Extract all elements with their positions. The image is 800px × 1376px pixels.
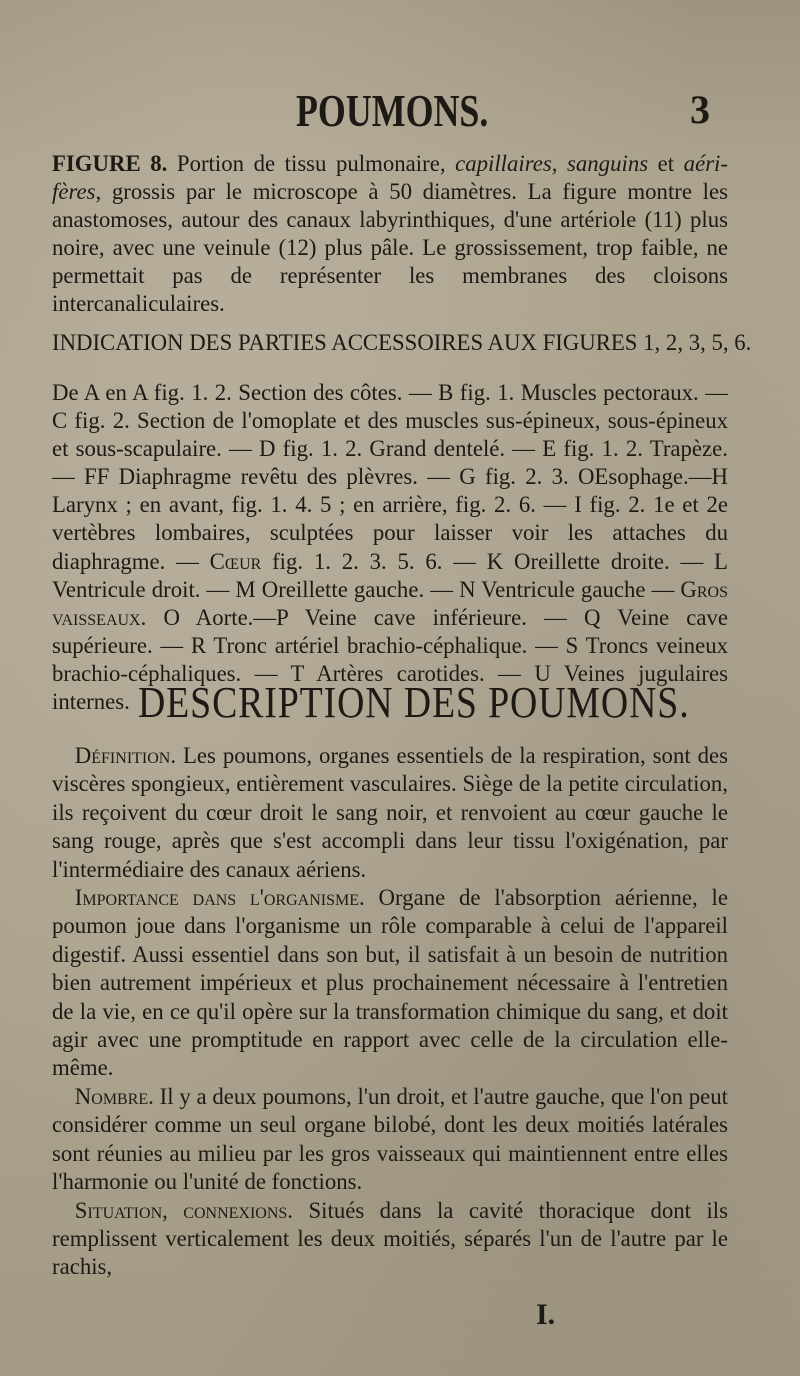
paragraph-label: Définition.	[74, 743, 177, 768]
paragraph-situation	[52, 1197, 728, 1282]
paragraph-text: Il y a deux poumons, l'un droit, et l'autre gauche, que l'on peut considérer comme un seul organe bilobé, dont les deux moitiés latérales sont réunies au milieu par les gros vaisseaux qui maintiennent entre elles l'harmonie ou l'unité de fonctions.	[52, 1083, 728, 1195]
indication-text-3: . O Aorte.—P Veine cave inférieure. — Q Veine cave supérieure. — R Tronc artériel brachio-céphalique. — S Troncs veineux brachio-céphaliques. — T Artères carotides. — U Veines jugulaires internes.	[52, 604, 728, 715]
figure-caption-text-1: Portion de tissu pulmonaire,	[167, 151, 456, 176]
paragraph-text: Organe de l'absorption aérienne, le poumon joue dans l'organisme un rôle comparable à celui de l'appareil digestif. Aussi essentiel dans son but, il satisfait à un besoin de nutrition bien autrement impérieux et plus prochainement nécessaire à l'entretien de la vie, en ce qu'il opère sur la transformation chimique du sang, et doit agir avec une promptitude en rapport avec celle de la circulation elle-même.	[52, 885, 729, 1081]
indication-text-1: De A en A fig. 1. 2. Section des côtes. — B fig. 1. Muscles pectoraux. — C fig. 2. Section de l'omoplate et des muscles sus-épineux, sous-épineux et sous-scapulaire. — D fig. 1. 2. Grand dentelé. — E fig. 1. 2. Trapèze. — FF Diaphragme revêtu des plèvres. — G fig. 2. 3. OEsophage.—H Larynx ; en avant, fig. 1. 4. 5 ; en arrière, fig. 2. 6. — I fig. 2. 1e et 2e vertèbres lombaires, sculptées pour laisser voir les attaches du diaphragme. —	[52, 380, 728, 574]
page-number: 3	[690, 87, 710, 132]
paragraph-importance	[52, 884, 728, 1083]
figure-caption-lead: FIGURE 8.	[52, 151, 168, 176]
signature-mark: I.	[536, 1298, 556, 1331]
paragraph-definition	[52, 742, 728, 884]
indication-text	[52, 379, 728, 716]
figure-caption-italic: capillaires, sanguins	[455, 151, 649, 176]
figure-caption-italic-2: aéri-fères	[52, 151, 728, 205]
figure-caption	[52, 150, 728, 319]
paragraph-text: Les poumons, organes essentiels de la respiration, sont des viscères spongieux, entièrement vasculaires. Siège de la petite circulation, ils reçoivent du cœur droit le sang noir, et renvoient au cœur gauche le sang rouge, après que s'est accompli dans leur tissu l'oxigénation, par l'intermédiaire des canaux aériens.	[52, 743, 728, 882]
figure-caption-text-2: et	[648, 151, 684, 176]
indication-heading: INDICATION DES PARTIES ACCESSOIRES AUX FIGURES 1, 2, 3, 5, 6.	[52, 330, 752, 355]
indication-gros-vaisseaux: Gros vaisseaux	[52, 576, 728, 630]
description-body	[52, 742, 728, 1282]
paragraph-label: Nombre.	[74, 1083, 154, 1109]
figure-caption-text-3: , grossis par le microscope à 50 diamètres. La figure montre les anastomoses, autour des canaux labyrinthiques, d'une artériole (11) plus noire, avec une veinule (12) plus pâle. Le grossissement, trop faible, ne permettait pas de représenter les membranes des cloisons intercanaliculaires.	[52, 179, 728, 317]
indication-coeur: Cœur	[209, 548, 262, 574]
paragraph-label: Situation, connexions.	[74, 1197, 293, 1223]
page-header	[0, 80, 800, 140]
running-title: POUMONS.	[296, 85, 489, 136]
section-title: DESCRIPTION DES POUMONS.	[138, 678, 690, 727]
paragraph-label: Importance dans l'organisme.	[74, 885, 365, 911]
paragraph-text: Situés dans la cavité thoracique dont ils remplissent verticalement les deux moitiés, séparés l'un de l'autre par le rachis,	[52, 1197, 728, 1280]
paragraph-nombre	[52, 1083, 728, 1197]
indication-text-2: fig. 1. 2. 3. 5. 6. — K Oreillette droite. — L Ventricule droit. — M Oreillette gauche. — N Ventricule gauche —	[52, 548, 728, 602]
